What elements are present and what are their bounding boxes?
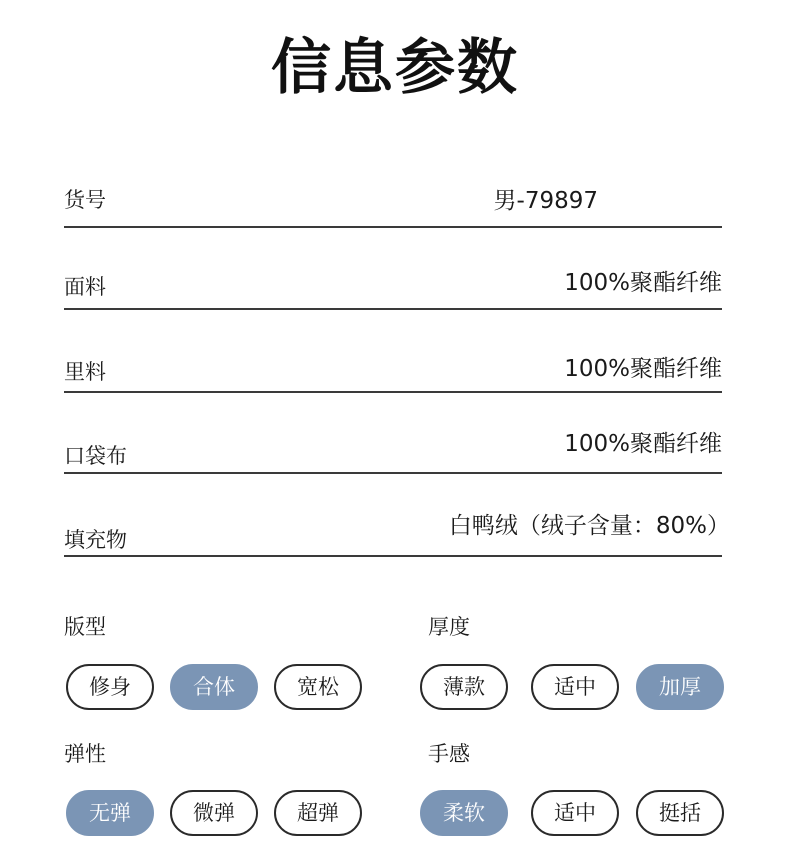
hand-feel-option-soft[interactable]: 柔软: [420, 790, 508, 836]
spec-label: 填充物: [64, 528, 127, 552]
spec-value: 白鸭绒（绒子含量：80%）: [448, 513, 730, 539]
spec-label: 货号: [64, 188, 106, 212]
spec-label: 里料: [64, 360, 106, 384]
elasticity-label: 弹性: [64, 742, 106, 766]
spec-value: 100%聚酯纤维: [564, 270, 722, 296]
elasticity-option-high[interactable]: 超弹: [274, 790, 362, 836]
thickness-option-thin[interactable]: 薄款: [420, 664, 508, 710]
spec-label: 口袋布: [64, 444, 127, 468]
elasticity-option-slight[interactable]: 微弹: [170, 790, 258, 836]
spec-value: 男-79897: [493, 188, 598, 214]
spec-label: 面料: [64, 275, 106, 299]
spec-row-lining: [64, 345, 722, 393]
thickness-option-medium[interactable]: 适中: [531, 664, 619, 710]
hand-feel-label: 手感: [428, 742, 470, 766]
fit-label: 版型: [64, 615, 106, 639]
fit-option-loose[interactable]: 宽松: [274, 664, 362, 710]
elasticity-option-none[interactable]: 无弹: [66, 790, 154, 836]
spec-value: 100%聚酯纤维: [564, 356, 722, 382]
thickness-option-thick[interactable]: 加厚: [636, 664, 724, 710]
spec-row-fabric: [64, 262, 722, 310]
fit-option-regular[interactable]: 合体: [170, 664, 258, 710]
thickness-label: 厚度: [428, 615, 470, 639]
spec-row-pocket-lining: [64, 422, 722, 474]
hand-feel-option-medium[interactable]: 适中: [531, 790, 619, 836]
fit-option-slim[interactable]: 修身: [66, 664, 154, 710]
spec-value: 100%聚酯纤维: [564, 431, 722, 457]
spec-row-filling: [64, 503, 730, 557]
hand-feel-option-crisp[interactable]: 挺括: [636, 790, 724, 836]
page-title: 信息参数: [271, 33, 519, 103]
spec-row-item-number: [64, 178, 722, 228]
